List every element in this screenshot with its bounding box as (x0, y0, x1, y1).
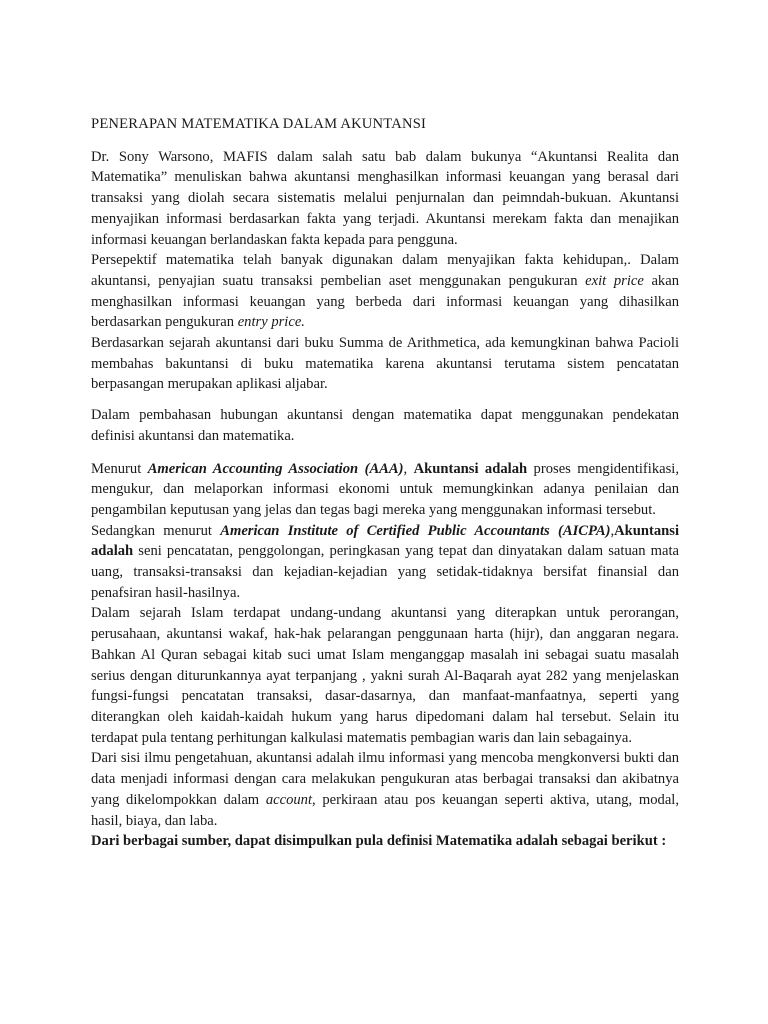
aaa-term-label: Akuntansi adalah (413, 460, 528, 477)
term-exit-price: exit price (585, 272, 644, 289)
org-aaa: American Accounting Association (AAA) (147, 460, 404, 477)
aaa-prefix: Menurut (91, 460, 148, 477)
aaa-comma: , (403, 460, 414, 477)
paragraph-islam-history: Dalam sejarah Islam terdapat undang-undang akuntansi yang diterapkan untuk perorangan, perusahaan, akuntansi wakaf, hak-hak pelarangan penggunaan harta (hijr), dan anggaran negara. Bahkan Al Quran sebagai kitab suci umat Islam menganggap masalah ini sebagai suatu masalah serius dengan diturunkannya ayat terpanjang , yakni surah Al-Baqarah ayat 282 yang menjelaskan fungsi-fungsi pencatatan transaksi, dasar-dasarnya, dan manfaat-manfaatnya, seperti yang diterangkan oleh kaidah-kaidah hukum yang harus dipedomani dalam hal tersebut. Selain itu terdapat pula tentang perhitungan kalkulasi matematis pembagian waris dan lain sebagainya. (91, 605, 679, 746)
paragraph-history: Berdasarkan sejarah akuntansi dari buku Summa de Arithmetica, ada kemungkinan bahwa Pacioli membahas bakuntansi di buku matematika karena akuntansi terutama sistem pencatatan berpasangan merupakan aplikasi aljabar. (91, 335, 679, 393)
aicpa-term-label: Akuntansi adalah (91, 522, 680, 560)
aaa-definition-text: proses mengidentifikasi, mengukur, dan melaporkan informasi ekonomi untuk memungkinkan adanya penilaian dan pengambilan keputusan yang jelas dan tegas bagi mereka yang menggunakan informasi tersebut. (91, 460, 680, 518)
document-title: PENERAPAN MATEMATIKA DALAM AKUNTANSI (91, 116, 427, 132)
conclusion-bold-text: Dari berbagai sumber, dapat disimpulkan pula definisi Matematika adalah sebagai berikut : (91, 833, 667, 850)
paragraph-perspective-text-b: akan menghasilkan informasi keuangan yang berbeda dari informasi keuangan yang dihasilkan berdasarkan pengukuran (91, 272, 679, 331)
paragraph-intro: Dr. Sony Warsono, MAFIS dalam salah satu bab dalam bukunya “Akuntansi Realita dan Matematika” menuliskan bahwa akuntansi menghasilkan informasi keuangan yang berasal dari transaksi yang diolah secara sistematis melalui penjurnalan dan peimndah-bukuan. Akuntansi menyajikan informasi berdasarkan fakta yang terjadi. Akuntansi merekam fakta dan menajikan informasi keuangan berlandaskan fakta kepada para pengguna. (91, 148, 679, 248)
aicpa-definition-text: seni pencatatan, penggolongan, peringkasan yang tepat dan dinyatakan dalam satuan mata uang, transaksi-transaksi dan kejadian-kejadian yang setidak-tidaknya bersifat finansial dan penafsiran hasil-hasilnya. (91, 543, 679, 601)
term-account: account (265, 791, 313, 808)
science-text-b: , perkiraan atau pos keuangan seperti aktiva, utang, modal, hasil, biaya, dan laba. (91, 791, 679, 829)
paragraph-science-view (91, 748, 679, 831)
paragraph-conclusion (91, 831, 679, 852)
document-page (91, 114, 679, 852)
paragraph-aaa-definition (91, 459, 679, 521)
paragraph-aicpa-definition (91, 521, 679, 604)
paragraph-perspective-text-a: Persepektif matematika telah banyak digunakan dalam menyajikan fakta kehidupan,. Dalam akuntansi, penyajian suatu transaksi pembelian aset menggunakan pengukuran (91, 252, 679, 289)
paragraph-perspective (91, 250, 679, 333)
aicpa-comma: , (610, 522, 615, 539)
aicpa-prefix: Sedangkan menurut (91, 522, 221, 539)
org-aicpa: American Institute of Certified Public Accountants (AICPA) (220, 522, 611, 539)
paragraph-approach: Dalam pembahasan hubungan akuntansi dengan matematika dapat menggunakan pendekatan definisi akuntansi dan matematika. (91, 407, 679, 444)
science-text-a: Dari sisi ilmu pengetahuan, akuntansi adalah ilmu informasi yang mencoba mengkonversi bukti dan data menjadi informasi dengan cara melakukan pengukuran atas berbagai transaksi dan akibatnya yang dikelompokkan dalam (91, 750, 679, 808)
term-entry-price: entry price. (237, 314, 305, 331)
